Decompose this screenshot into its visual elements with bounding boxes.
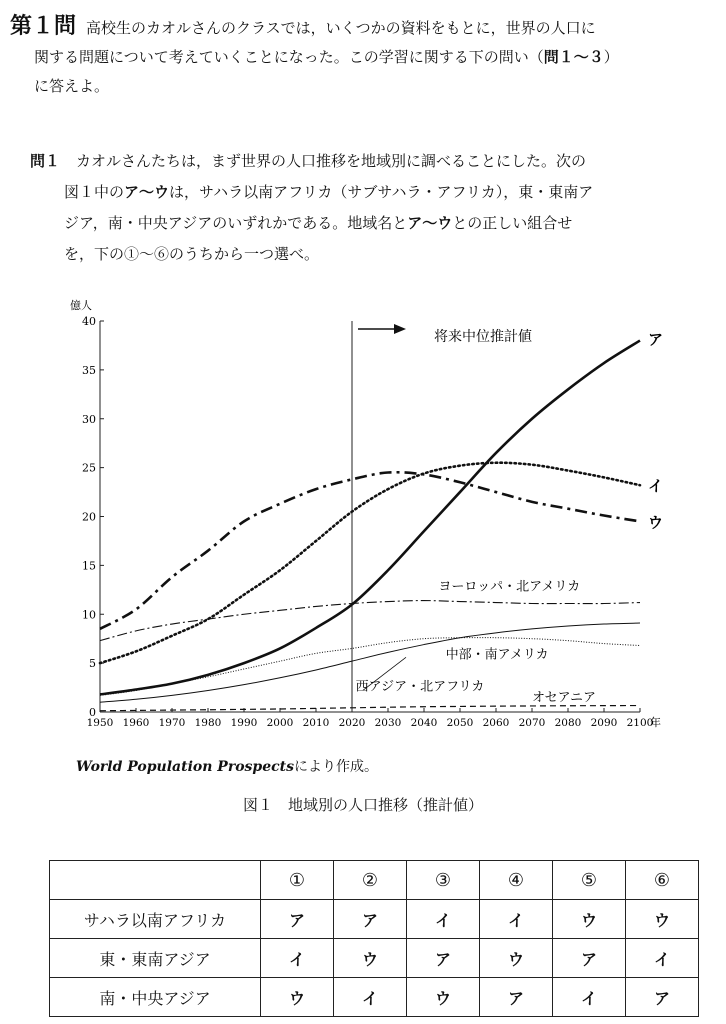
intro-line-2b: 問１～３	[543, 48, 604, 66]
question-1-label: 問１	[30, 152, 61, 170]
table-cell: ア	[626, 978, 699, 1017]
x-tick-label: 2050	[446, 717, 474, 729]
table-cell: イ	[407, 900, 480, 939]
x-tick-label: 1950	[86, 717, 114, 729]
intro-paragraph	[10, 12, 716, 101]
header-option-5: ⑤	[553, 861, 626, 900]
y-tick-label: 0	[89, 706, 96, 719]
table-cell: イ	[334, 978, 407, 1017]
x-tick-label: 1990	[230, 717, 258, 729]
y-tick-label: 15	[82, 559, 96, 573]
table-cell: ア	[407, 939, 480, 978]
y-tick-label: 20	[82, 510, 96, 524]
x-tick-label: 2070	[518, 717, 546, 729]
source-title: World Population Prospects	[76, 759, 294, 775]
x-tick-label: 2000	[266, 717, 294, 729]
table-cell: イ	[261, 939, 334, 978]
x-tick-label: 1970	[158, 717, 186, 729]
x-tick-label: 2040	[410, 717, 438, 729]
source-note	[76, 756, 378, 776]
table-row	[50, 978, 699, 1017]
y-tick-label: 35	[82, 363, 96, 377]
x-tick-label: 2090	[590, 717, 618, 729]
table-cell: ウ	[553, 900, 626, 939]
intro-line-1: 高校生のカオルさんのクラスでは，いくつかの資料をもとに，世界の人口に	[86, 19, 596, 37]
intro-line-3: に答えよ。	[34, 77, 110, 95]
header-option-6: ⑥	[626, 861, 699, 900]
header-option-4: ④	[480, 861, 553, 900]
q1-line-3: ジア，南・中央アジアのいずれかである。地域名と	[64, 214, 408, 232]
y-tick-label: 10	[82, 608, 96, 622]
q1-line-2c: は，サハラ以南アフリカ（サブサハラ・アフリカ），東・東南ア	[169, 183, 594, 201]
x-tick-label: 2060	[482, 717, 510, 729]
row-label-east-asia: 東・東南アジア	[50, 939, 261, 978]
x-tick-label: 2020	[338, 717, 366, 729]
table-cell: ア	[334, 900, 407, 939]
series-label-6: オセアニア	[532, 690, 596, 706]
header-option-3: ③	[407, 861, 480, 900]
x-tick-label: 2030	[374, 717, 402, 729]
table-cell: イ	[553, 978, 626, 1017]
table-cell: ア	[261, 900, 334, 939]
q1-line-3b: ア～ウ	[407, 214, 453, 232]
answer-table	[49, 860, 699, 1017]
table-row	[50, 939, 699, 978]
chart-series	[100, 341, 640, 711]
source-suffix: により作成。	[294, 759, 378, 775]
q1-line-2b: ア～ウ	[124, 183, 170, 201]
population-chart	[60, 292, 680, 738]
table-cell: ウ	[626, 900, 699, 939]
series-line-0	[100, 341, 640, 695]
y-tick-label: 25	[82, 461, 96, 475]
series-label-0: ア	[648, 330, 664, 349]
answer-table-header	[50, 861, 699, 900]
intro-line-2c: ）	[603, 48, 619, 66]
x-axis-unit: 年	[650, 716, 661, 729]
q1-line-3c: との正しい組合せ	[452, 214, 573, 232]
q1-line-4: を，下の①～⑥のうちから一つ選べ。	[64, 245, 320, 263]
x-tick-label: 1980	[194, 717, 222, 729]
y-axis-label: 億人	[70, 299, 92, 312]
table-cell: ア	[480, 978, 553, 1017]
series-line-6	[100, 706, 640, 711]
y-tick-label: 40	[82, 315, 96, 328]
series-label-1: イ	[648, 477, 664, 496]
table-cell: ウ	[407, 978, 480, 1017]
table-cell: イ	[480, 900, 553, 939]
chart-axes	[70, 298, 664, 729]
header-option-2: ②	[334, 861, 407, 900]
y-tick-label: 30	[82, 412, 96, 426]
projection-arrow-head	[394, 324, 406, 334]
series-label-3: ヨーロッパ・北アメリカ	[438, 579, 581, 595]
series-label-2: ウ	[648, 513, 664, 532]
figure-caption: 図１ 地域別の人口推移（推計値）	[242, 796, 483, 814]
x-tick-label: 2100	[626, 717, 654, 729]
question-number: 第１問	[10, 14, 77, 39]
table-cell: ウ	[480, 939, 553, 978]
series-label-4: 中部・南アメリカ	[445, 647, 549, 663]
table-cell: ウ	[261, 978, 334, 1017]
q1-line-2a: 図１中の	[64, 183, 125, 201]
row-label-south-asia: 南・中央アジア	[50, 978, 261, 1017]
x-tick-label: 1960	[122, 717, 150, 729]
table-cell: ウ	[334, 939, 407, 978]
series-line-2	[100, 472, 640, 629]
projection-label: 将来中位推計値	[434, 329, 532, 345]
intro-line-2a: 関する問題について考えていくことになった。この学習に関する下の問い（	[34, 48, 544, 66]
series-label-5: 西アジア・北アフリカ	[355, 679, 485, 695]
header-option-1: ①	[261, 861, 334, 900]
table-cell: イ	[626, 939, 699, 978]
series-line-1	[100, 463, 640, 663]
x-tick-label: 2080	[554, 717, 582, 729]
q1-line-1: カオルさんたちは，まず世界の人口推移を地域別に調べることにした。次の	[76, 152, 587, 170]
table-row	[50, 900, 699, 939]
table-cell: ア	[553, 939, 626, 978]
y-tick-label: 5	[89, 657, 96, 671]
x-tick-label: 2010	[302, 717, 330, 729]
question-1	[30, 146, 720, 270]
series-line-3	[100, 601, 640, 641]
row-label-subsaharan: サハラ以南アフリカ	[50, 900, 261, 939]
header-blank	[50, 861, 261, 900]
